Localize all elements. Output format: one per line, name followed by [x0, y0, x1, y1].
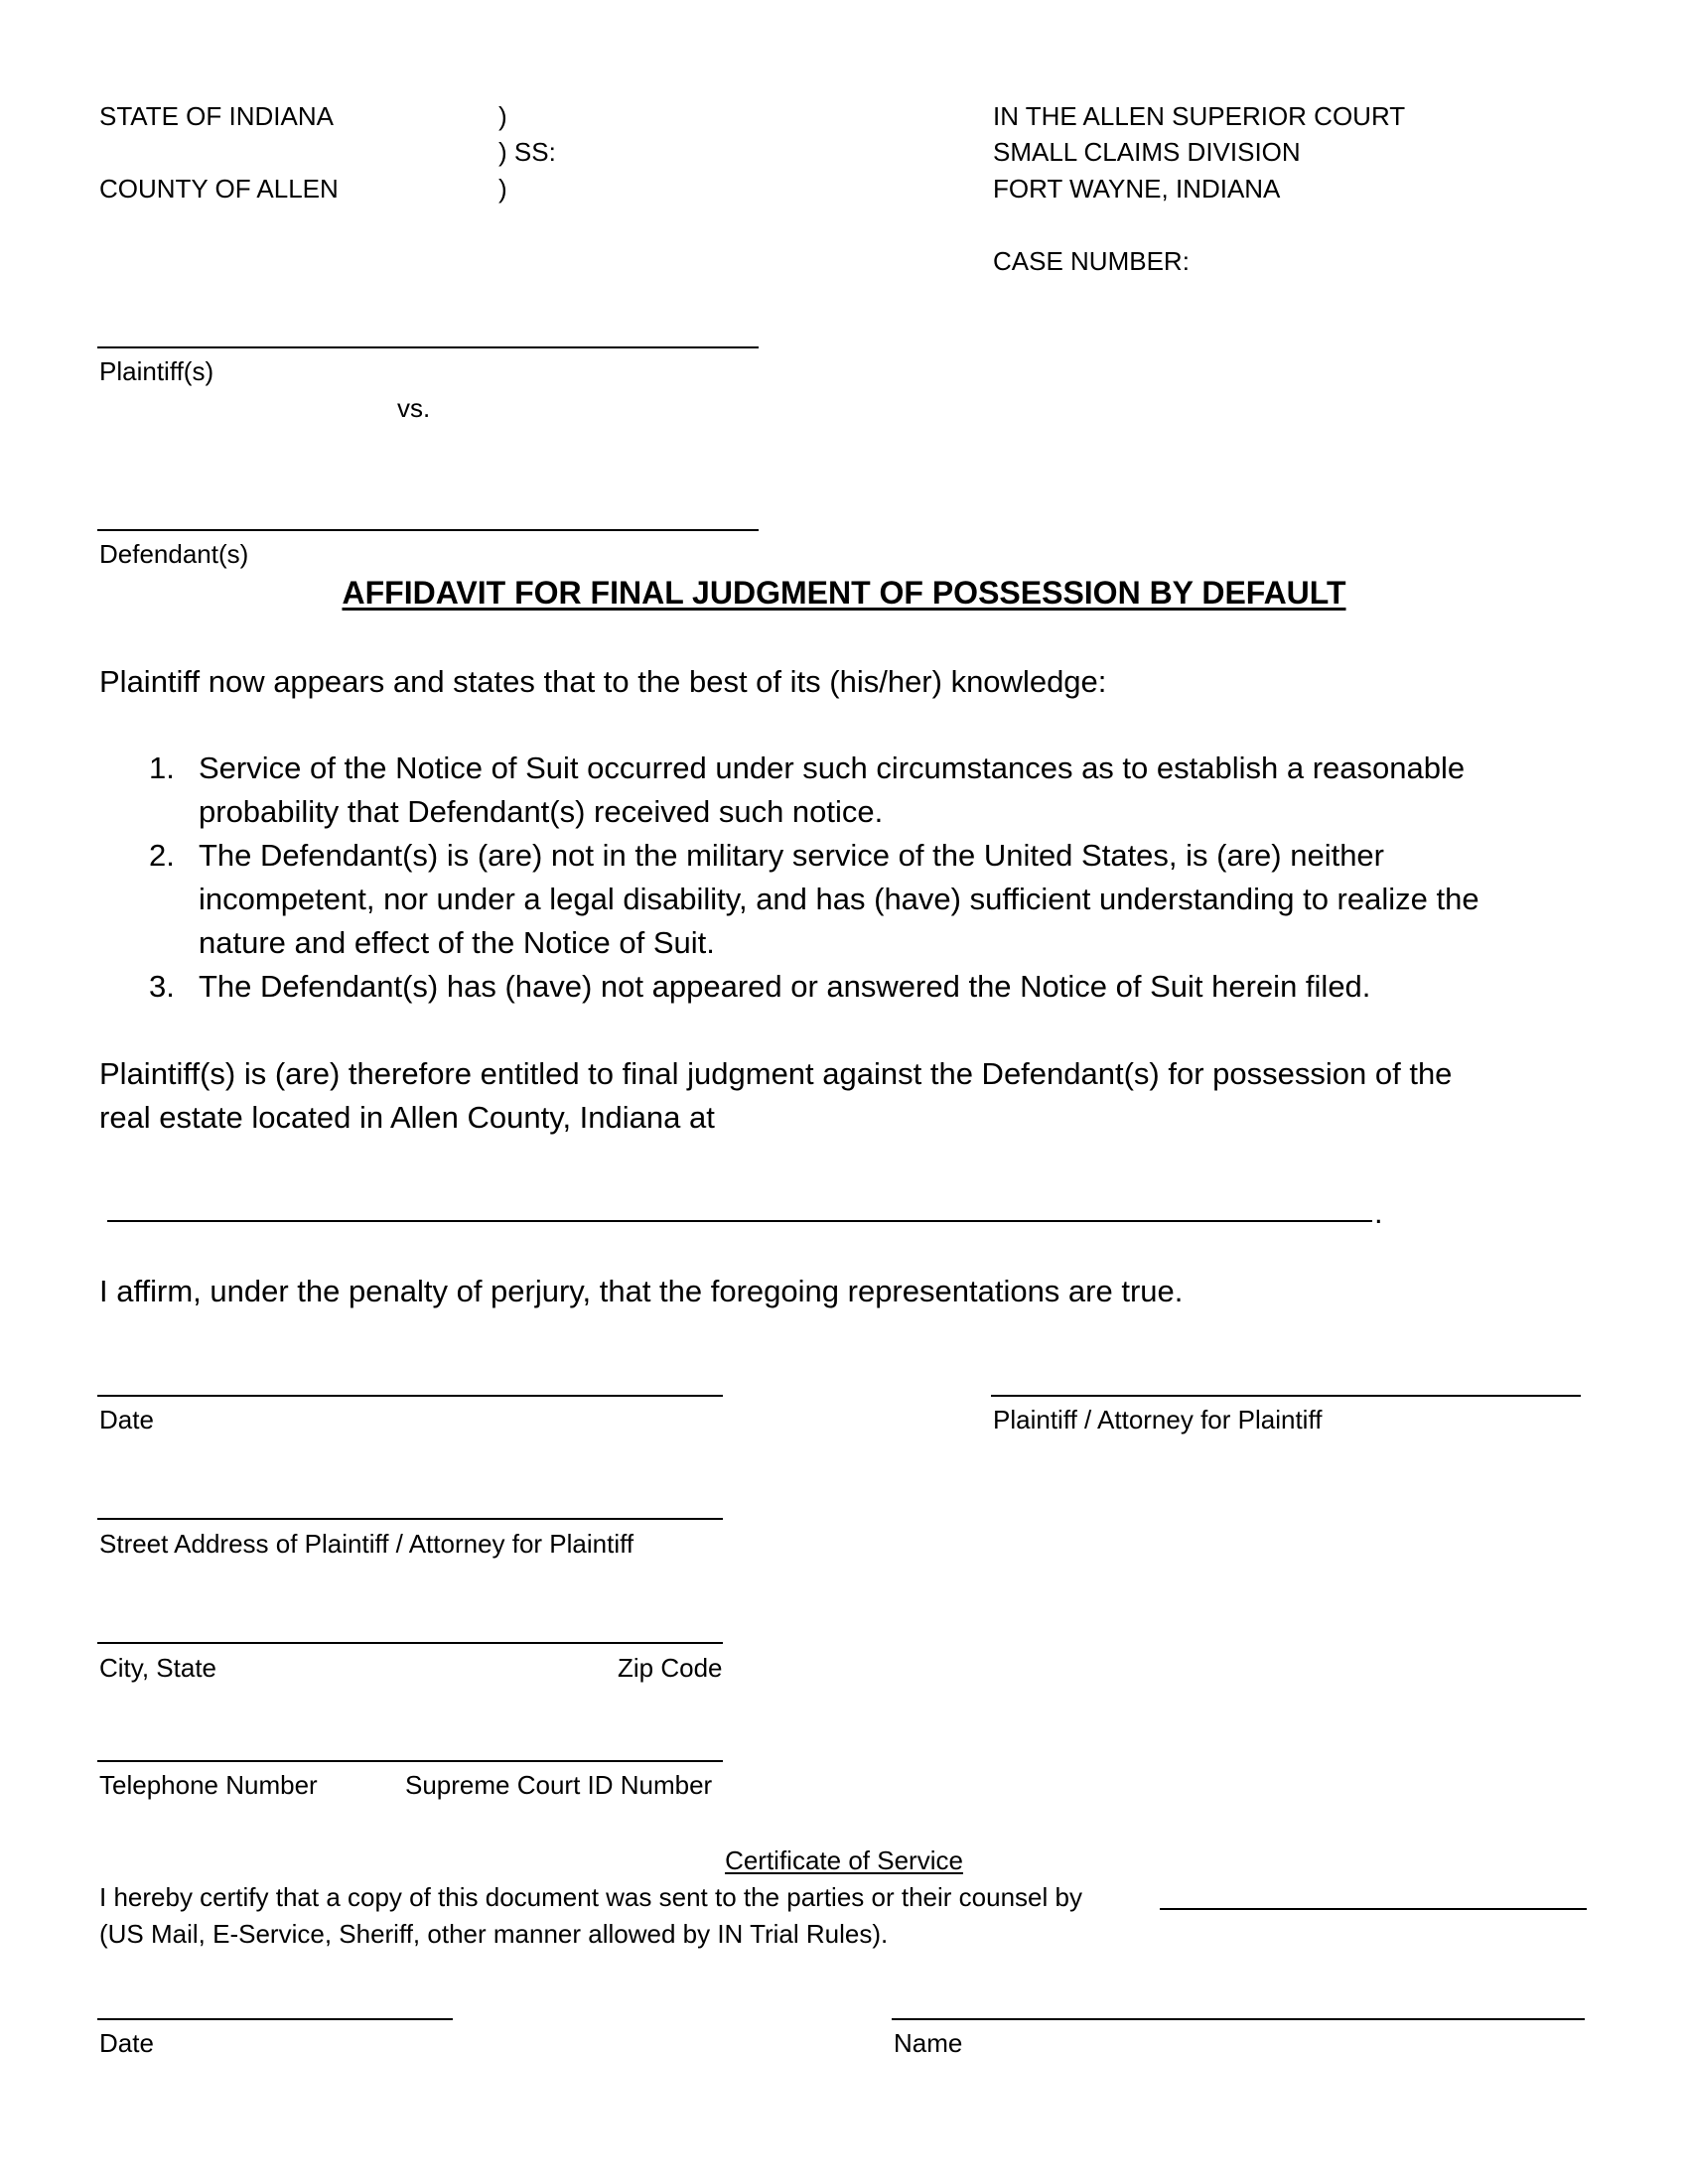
item-number: 3.	[149, 969, 175, 1004]
city-state-zip-line[interactable]	[97, 1642, 723, 1644]
affirm-text: I affirm, under the penalty of perjury, that the foregoing representations are true.	[99, 1274, 1184, 1308]
date-line[interactable]	[97, 1395, 723, 1397]
date-label: Date	[99, 1405, 154, 1434]
state-label: STATE OF INDIANA	[99, 101, 334, 131]
city-state-label: City, State	[99, 1653, 217, 1683]
supreme-court-id-label: Supreme Court ID Number	[405, 1770, 713, 1800]
certificate-name-line[interactable]	[892, 2018, 1585, 2020]
telephone-id-line[interactable]	[97, 1760, 723, 1762]
entitled-line-2: real estate located in Allen County, Indiana at	[99, 1100, 715, 1135]
item-2-line-3: nature and effect of the Notice of Suit.	[199, 925, 715, 960]
document-title: AFFIDAVIT FOR FINAL JUDGMENT OF POSSESSION BY DEFAULT	[342, 575, 1346, 611]
telephone-label: Telephone Number	[99, 1770, 318, 1800]
plaintiff-label: Plaintiff(s)	[99, 356, 214, 386]
court-name: IN THE ALLEN SUPERIOR COURT	[993, 101, 1406, 131]
item-3-line-1: The Defendant(s) has (have) not appeared or answered the Notice of Suit herein filed.	[199, 969, 1371, 1004]
plaintiff-attorney-label: Plaintiff / Attorney for Plaintiff	[993, 1405, 1323, 1434]
item-2-line-2: incompetent, nor under a legal disability, and has (have) sufficient understanding to realize the	[199, 882, 1479, 916]
intro-text: Plaintiff now appears and states that to the best of its (his/her) knowledge:	[99, 664, 1107, 699]
county-label: COUNTY OF ALLEN	[99, 174, 339, 204]
certificate-date-line[interactable]	[97, 2018, 453, 2020]
caption-paren-ss: ) SS:	[498, 137, 556, 167]
plaintiff-line[interactable]	[97, 346, 759, 348]
item-number: 2.	[149, 838, 175, 873]
address-period: .	[1374, 1195, 1383, 1230]
item-1-line-2: probability that Defendant(s) received such notice.	[199, 794, 884, 829]
entitled-line-1: Plaintiff(s) is (are) therefore entitled to final judgment against the Defendant(s) for possession of the	[99, 1056, 1453, 1091]
certificate-line-2: (US Mail, E-Service, Sheriff, other manner allowed by IN Trial Rules).	[99, 1919, 889, 1949]
caption-paren-bottom: )	[498, 174, 507, 204]
defendant-label: Defendant(s)	[99, 539, 249, 569]
certificate-name-label: Name	[894, 2028, 963, 2058]
certificate-title: Certificate of Service	[725, 1845, 963, 1875]
plaintiff-signature-line[interactable]	[991, 1395, 1581, 1397]
item-1-line-1: Service of the Notice of Suit occurred under such circumstances as to establish a reasonable	[199, 751, 1466, 785]
item-2-line-1: The Defendant(s) is (are) not in the military service of the United States, is (are) neither	[199, 838, 1384, 873]
street-address-label: Street Address of Plaintiff / Attorney for Plaintiff	[99, 1529, 634, 1559]
case-number-label: CASE NUMBER:	[993, 246, 1190, 276]
vs-label: vs.	[397, 393, 431, 423]
certificate-line-1: I hereby certify that a copy of this document was sent to the parties or their counsel by	[99, 1882, 1082, 1912]
item-number: 1.	[149, 751, 175, 785]
property-address-line[interactable]	[107, 1220, 1372, 1222]
street-address-line[interactable]	[97, 1518, 723, 1520]
certificate-date-label: Date	[99, 2028, 154, 2058]
caption-paren-top: )	[498, 101, 507, 131]
court-location: FORT WAYNE, INDIANA	[993, 174, 1281, 204]
zip-code-label: Zip Code	[618, 1653, 723, 1683]
service-method-line[interactable]	[1160, 1908, 1587, 1910]
court-division: SMALL CLAIMS DIVISION	[993, 137, 1301, 167]
defendant-line[interactable]	[97, 529, 759, 531]
